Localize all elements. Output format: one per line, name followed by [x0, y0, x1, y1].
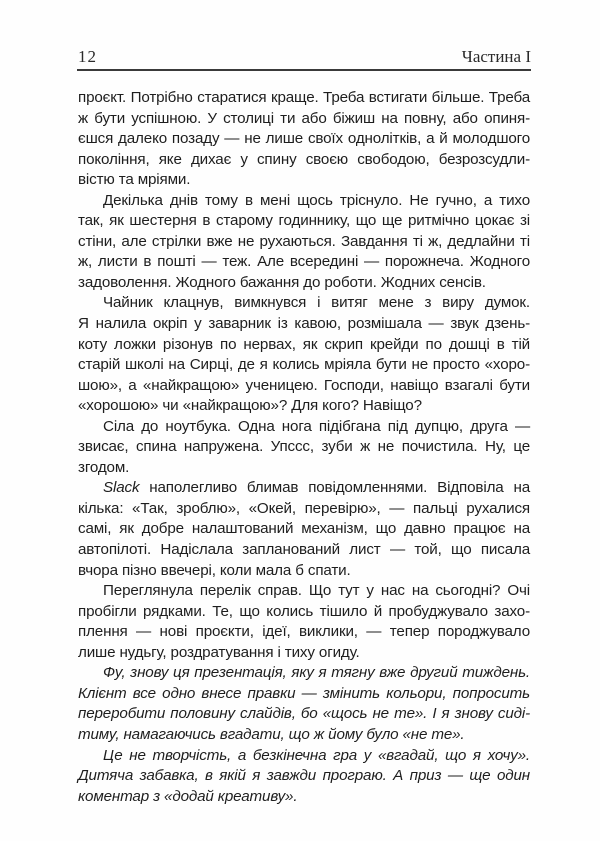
text-line: Я налила окріп у заварник із кавою, розмішала — звук дзень-: [78, 315, 530, 333]
text-line: кілька: «Так, зроблю», «Окей, перевірю», — пальці рухалися: [78, 499, 530, 517]
text-line: Сіла до ноутбука. Одна нога підібгана під дупцю, друга —: [103, 417, 530, 435]
text-line: плення — нові проєкти, ідеї, виклики, — тепер породжувало: [78, 623, 530, 641]
section-title: Частина I: [461, 47, 531, 66]
text-line: вістю та мріями.: [78, 171, 191, 189]
text-line: покоління, яке дихає у спину своєю свободою, безрозсудли-: [78, 150, 530, 168]
text-line-italic: Фу, знову ця презентація, яку я тягну вже другий тиждень.: [103, 664, 530, 682]
text-line: стіни, але стрілки вже не рухаються. Завдання ті ж, дедлайни ті: [78, 232, 530, 250]
text-line-italic: коментар з «додай креативу».: [78, 787, 298, 805]
text-line: Переглянула перелік справ. Що тут у нас на сьогодні? Очі: [103, 582, 530, 600]
text-line: звисає, спина напружена. Упссс, зуби ж не почистила. Ну, це: [78, 438, 530, 456]
text-line: ж бути успішною. У столиці ти або біжиш на повну, або опиня-: [78, 109, 530, 127]
page-number: 12: [78, 47, 97, 66]
text-line: ж, листи в пошті — теж. Але всередині — порожнеча. Жодного: [78, 253, 530, 271]
text-line: шою», а «найкращою» ученицею. Господи, навіщо взагалі бути: [78, 376, 530, 394]
text-line: «хорошою» чи «найкращою»? Для кого? Навіщо?: [78, 397, 422, 415]
text-line: Декілька днів тому в мені щось тріснуло. Не гучно, а тихо: [103, 191, 530, 209]
text-line: лише нудьгу, роздратування і тиху огиду.: [78, 643, 360, 661]
text-line: проєкт. Потрібно старатися краще. Треба встигати більше. Треба: [78, 89, 530, 106]
text-line: самі, як добре налаштований механізм, що давно працює на: [78, 520, 530, 538]
text-line: так, як шестерня в старому годиннику, що ще ритмічно цокає зі: [78, 212, 530, 230]
text-line: згодом.: [78, 458, 130, 476]
running-header: [77, 47, 531, 71]
text-line-italic: тиму, намагаючись вгадати, що ж йому було «не те».: [78, 725, 465, 743]
text-line: вчора пізно ввечері, коли мала б спати.: [78, 561, 351, 579]
text-line: автопілоті. Надіслала запланований лист — той, що писала: [78, 541, 530, 559]
text-line: [78, 478, 530, 499]
text-line: задоволення. Жодного бажання до роботи. Жодних сенсів.: [78, 273, 486, 291]
text-line-italic: Дитяча забавка, в якій я завжди програю. А приз — ще один: [78, 767, 530, 785]
body-text: [78, 88, 530, 807]
text-line: Чайник клацнув, вимкнувся і витяг мене з виру думок.: [103, 294, 530, 312]
text-line: коту ложки різонув по нервах, як скрип крейди по дошці в тій: [78, 335, 530, 353]
text-line-italic: Це не творчість, а безкінечна гра у «вгадай, що я хочу».: [103, 746, 530, 764]
text-line-italic: Клієнт все одно внесе правки — змінить кольори, попросить: [78, 684, 530, 702]
text-line: пробігли рядками. Те, що колись тішило й пробуджувало захо-: [78, 602, 530, 620]
text-line: старій школі на Сирці, де я колись мріяла бути не просто «хоро-: [78, 356, 530, 374]
emphasis-slack: Slack: [103, 479, 140, 497]
text-line-italic: переробити половину слайдів, бо «щось не те». І я знову сиді-: [78, 705, 530, 723]
text-fragment: наполегливо блимав повідомленнями. Відповіла на: [139, 479, 530, 497]
text-line: єшся далеко позаду — не лише своїх однолітків, а й молодшого: [78, 130, 530, 148]
